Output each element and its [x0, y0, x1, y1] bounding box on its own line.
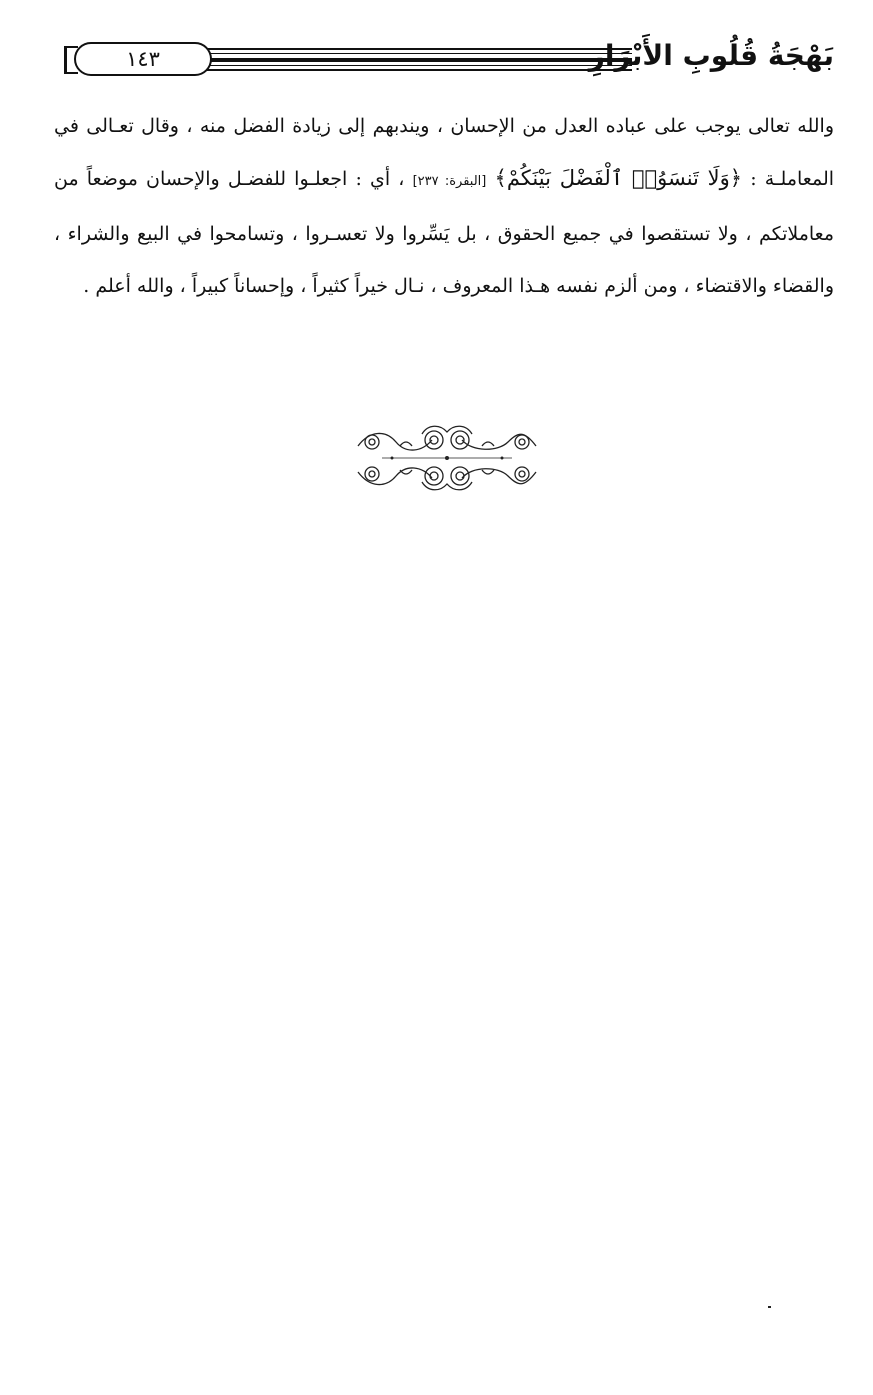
header-rule: [184, 69, 632, 71]
body-line-5: كثيراً ، وإحساناً كبيراً ، والله أعلم .: [83, 275, 349, 297]
header-rules: [184, 48, 632, 72]
header-rule: [184, 48, 632, 50]
body-line-3: والإحسان موضعاً من معاملاتكم ، ولا تستقصوا في جميع الحقوق ، بل يَسِّروا ولا تعسـروا ،: [54, 168, 835, 245]
body-line-2-intro: تعـالى في المعاملـة :: [54, 115, 835, 190]
header-rule: [184, 65, 632, 66]
page-header: [64, 36, 834, 84]
body-paragraph: [54, 100, 834, 312]
header-rule: [184, 58, 632, 62]
verse-reference: [البقرة: ٢٣٧]: [412, 174, 487, 189]
body-line-2-rest: ، أي : اجعلـوا للفضـل: [227, 168, 413, 190]
scan-speck: [768, 1306, 771, 1308]
header-rule: [184, 53, 632, 54]
floral-ornament-divider: [352, 424, 542, 492]
body-line-4: وتسامحوا في البيع والشراء ، والقضاء والاقتضاء ، ومن ألزم نفسه هـذا المعروف ، نـال خيراً: [54, 223, 834, 297]
body-line-1: والله تعالى يوجب على عباده العدل من الإحسان ، ويندبهم إلى زيادة الفضل منه ، وقال: [141, 115, 834, 137]
book-title: بَهْجَةُ قُلُوبِ الأَبْرَارِ: [588, 39, 834, 72]
quran-verse: ﴿وَلَا تَنسَوُا۟ ٱلْفَضْلَ بَيْنَكُمْ﴾: [494, 166, 743, 190]
page-number: ١٤٣: [74, 42, 212, 76]
